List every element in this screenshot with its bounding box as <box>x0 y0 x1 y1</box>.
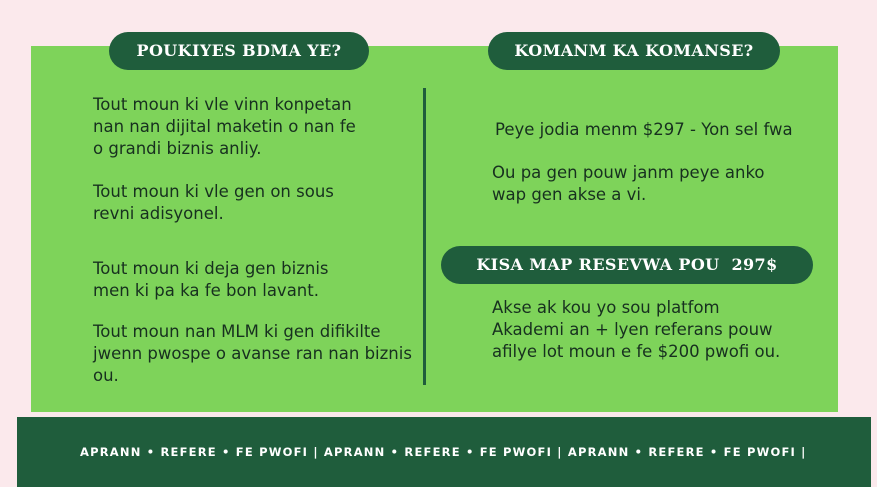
audience-item: Tout moun nan MLM ki gen difikilte jwenn pwospe o avanse ran nan biznis ou. <box>93 322 412 385</box>
price-text: Peye jodia menm $297 - Yon sel fwa <box>495 120 793 139</box>
footer-ticker-text: APRANN • REFERE • FE PWOFI | APRANN • REFERE • FE PWOFI | APRANN • REFERE • FE PWOFI | <box>80 445 807 459</box>
audience-item: Tout moun ki deja gen biznis men ki pa ka fe bon lavant. <box>93 259 329 300</box>
what-you-get-text: Akse ak kou yo sou platfom Akademi an + lyen referans pouw afilye lot moun e fe $200 pwofi ou. <box>492 298 781 361</box>
what-you-get-heading: KISA MAP RESEVWA POU 297$ <box>441 246 813 284</box>
how-to-start-heading: KOMANM KA KOMANSE? <box>488 32 780 70</box>
column-divider <box>423 88 426 385</box>
lifetime-access-text: Ou pa gen pouw janm peye anko wap gen akse a vi. <box>492 163 765 204</box>
footer-banner <box>17 417 871 487</box>
audience-item: Tout moun ki vle gen on sous revni adisyonel. <box>93 182 334 223</box>
who-is-bdma-for-heading: POUKIYES BDMA YE? <box>109 32 369 70</box>
audience-item: Tout moun ki vle vinn konpetan nan nan dijital maketin o nan fe o grandi biznis anliy. <box>93 95 356 158</box>
